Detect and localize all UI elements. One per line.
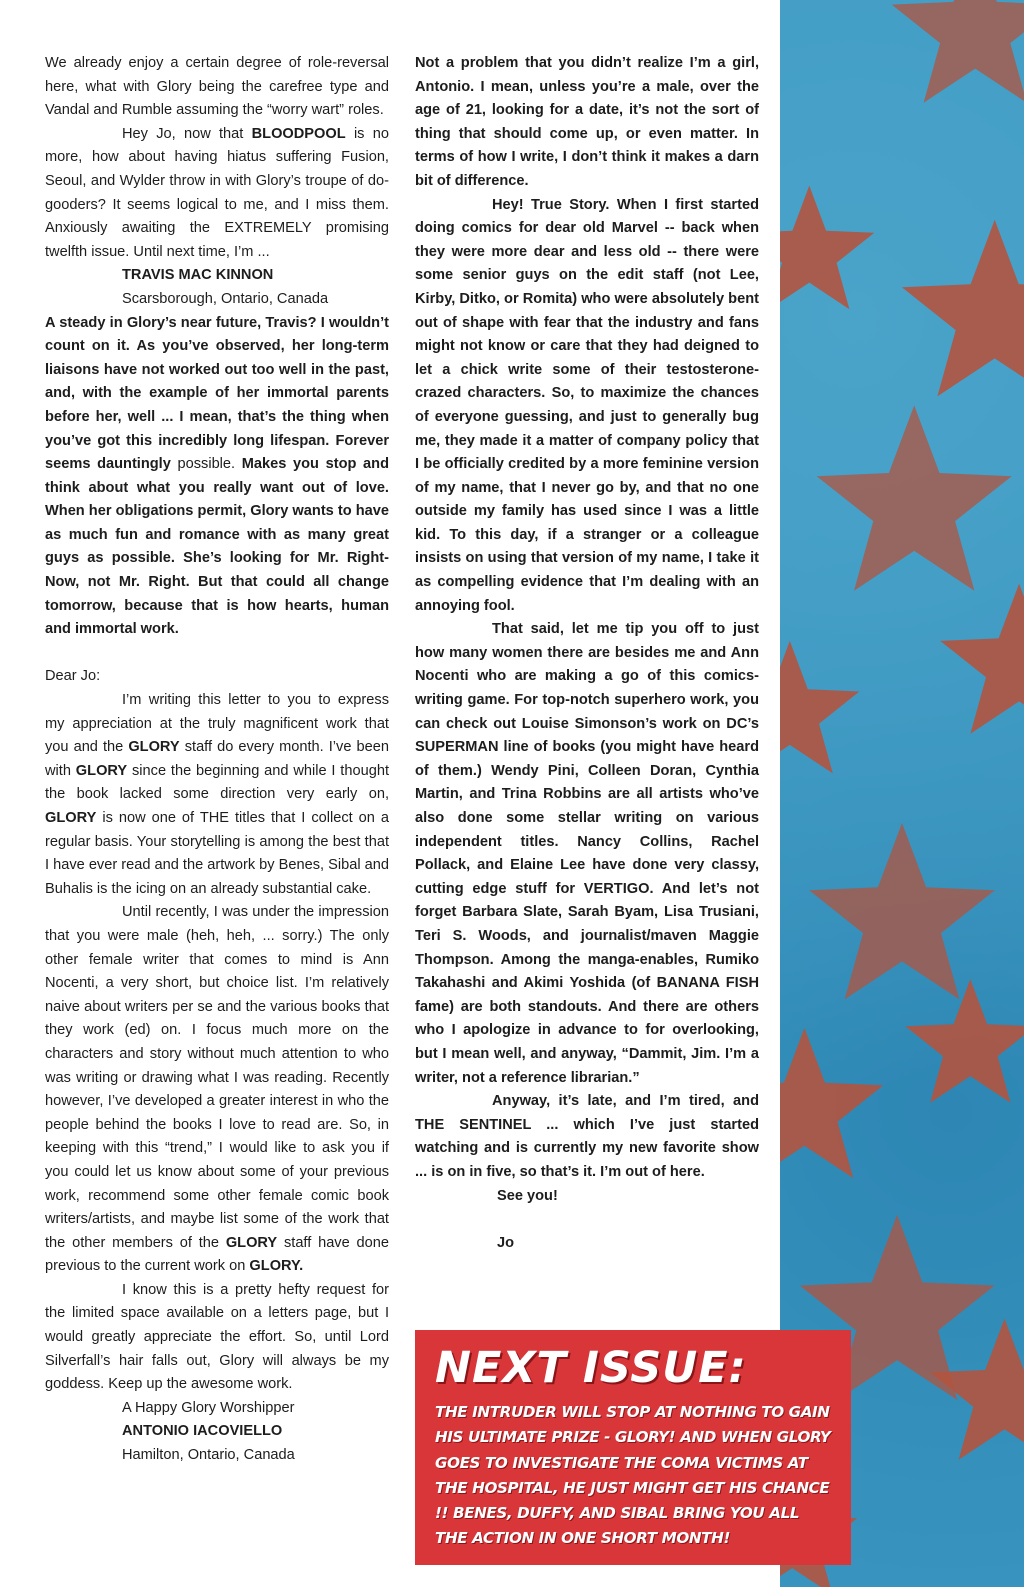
next-issue-box bbox=[415, 1330, 851, 1565]
title-emphasis: GLORY bbox=[128, 739, 180, 756]
letter-author-name: TRAVIS MAC KINNON bbox=[122, 267, 274, 284]
editor-closing: See you! bbox=[497, 1187, 558, 1204]
text-run: I’m writing this letter to you to express my appreciation at the truly magnificent work that you and the bbox=[45, 692, 389, 756]
editor-closing: Jo bbox=[497, 1234, 515, 1251]
letter-signature: A Happy Glory Worshipper bbox=[122, 1399, 295, 1416]
star-shape bbox=[892, 0, 1024, 103]
star-shape bbox=[902, 220, 1024, 397]
letter-paragraph bbox=[45, 901, 389, 1279]
letter-author-name: ANTONIO IACOVIELLO bbox=[122, 1423, 283, 1440]
letter-paragraph: Not a problem that you didn’t realize I’m a girl, Antonio. I mean, unless you’re a male, over the age of 21, looking for a date, it’s not the sort of thing that should come up, or even matter. In terms of how I write, I don’t think it makes a darn bit of difference. bbox=[415, 55, 759, 189]
letter-paragraph: That said, let me tip you off to just how many women there are besides me and Ann Nocenti who are making a go of this comics-writing game. For top-notch superhero work, you can check out Louise Simonson’s work on DC’s SUPERMAN line of books (you might have heard of them.) Wendy Pini, Colleen Doran, Cynthia Martin, and Trina Robbins are all artists who’ve also done some stellar writing on various independent titles. Nancy Collins, Rachel Pollack, and Elaine Lee have done very classy, cutting edge stuff for VERTIGO. And let’s not forget Barbara Slate, Sarah Byam, Lisa Trusiani, Teri S. Woods, and journalist/maven Maggie Thompson. Among the manga-enables, Rumiko Takahashi and Akimi Yoshida (of BANANA FISH fame) are both standouts. And there are others who I apologize in advance to for overlooking, but I mean well, and anyway, “Dammit, Jim. I’m a writer, not a reference librarian.” bbox=[415, 621, 759, 1086]
star-shape bbox=[905, 979, 1024, 1103]
star-shape bbox=[780, 1028, 883, 1178]
star-shape bbox=[940, 584, 1024, 734]
letter-paragraph bbox=[45, 123, 389, 265]
letter-paragraph bbox=[45, 689, 389, 901]
letters-column-left bbox=[45, 52, 389, 1468]
star-shape bbox=[809, 823, 995, 1000]
text-run: I know this is a pretty hefty request for the limited space available on a letters page, but I would greatly appreciate the effort. So, until Lord Silverfall’s hair falls out, Glory will always be my goddess. Keep up the awesome work. bbox=[45, 1281, 389, 1393]
letter-paragraph: We already enjoy a certain degree of role-reversal here, what with Glory being the carefree type and Vandal and Rumble assuming the “worry wart” roles. bbox=[45, 55, 389, 119]
letter-paragraph bbox=[45, 1279, 389, 1397]
text-run: A steady in Glory’s near future, Travis? I wouldn’t count on it. As you’ve observed, her long-term liaisons have not worked out too well in the past, and, with the example of her immortal parents before her, well ... I mean, that’s the thing when you’ve got this incredibly long lifespan. Forever seems dauntingly bbox=[45, 314, 389, 473]
text-run: Hey Jo, now that bbox=[122, 125, 252, 142]
title-emphasis: GLORY bbox=[45, 810, 97, 826]
text-run: staff have done previous to the current work on bbox=[45, 1234, 389, 1275]
letter-salutation: Dear Jo: bbox=[45, 668, 101, 685]
title-emphasis: GLORY bbox=[75, 762, 128, 779]
editor-reply bbox=[45, 312, 389, 642]
letters-column-right bbox=[415, 52, 759, 1255]
title-emphasis: GLORY bbox=[225, 1234, 278, 1251]
star-shape bbox=[780, 641, 859, 774]
letter-signature: Hamilton, Ontario, Canada bbox=[122, 1447, 295, 1464]
spacer bbox=[415, 1208, 759, 1232]
text-run: since the beginning and while I thought the book lacked some direction very early on, bbox=[45, 762, 389, 803]
next-issue-title: NEXT ISSUE: bbox=[435, 1343, 747, 1393]
text-run: staff do every month. I’ve been with bbox=[45, 739, 389, 779]
letter-paragraph: Anyway, it’s late, and I’m tired, and THE SENTINEL ... which I’ve just started watching and is currently my new favorite show ... is on in five, so that’s it. I’m out of here. bbox=[415, 1093, 759, 1180]
text-run: is no more, how about having hiatus suffering Fusion, Seoul, and Wylder throw in with Glory’s troupe of do-gooders? It seems logical to me, and I miss them. Anxiously awaiting the EXTREMELY promising twelfth issue. Until next time, I’m ... bbox=[45, 125, 389, 260]
next-issue-text: THE INTRUDER WILL STOP AT NOTHING TO GAIN HIS ULTIMATE PRIZE - GLORY! AND WHEN GLORY GOES TO INVESTIGATE THE COMA VICTIMS AT THE HOSPITAL, HE JUST MIGHT GET HIS CHANCE !! BENES, DUFFY, AND SIBAL BRING YOU ALL THE ACTION IN ONE SHORT MONTH! bbox=[435, 1403, 831, 1548]
title-emphasis: BLOODPOOL bbox=[251, 125, 346, 142]
letter-paragraph: Hey! True Story. When I first started doing comics for dear old Marvel -- back when they were more dear and less old -- there were some senior guys on the edit staff (not Lee, Kirby, Ditko, or Romita) who were absolutely bent out of shape with fear that the industry and fans might not know or care that they had deigned to let a chick write some of their testosterone-crazed characters. So, to maximize the chances of everyone guessing, and just to generally bug me, they made it a matter of company policy that I be officially credited by a more feminine version of my name, that I never go by, and that no one outside my family has used since I was a little kid. To this day, if a stranger or a colleague insists on using that version of my name, I take it as compelling evidence that I’m dealing with an annoying fool. bbox=[415, 196, 759, 614]
title-emphasis: GLORY. bbox=[249, 1258, 304, 1275]
text-run: Until recently, I was under the impression that you were male (heh, heh, ... sorry.) The only other female writer that comes to mind is Ann Nocenti, a very short, but choice list. I’m relatively naive about writers per se and the various books that they work (ed) on. I focus much more on the characters and story without much attention to who was writing or drawing what I was reading. Recently however, I’ve developed a greater interest in who the people behind the books I love to read are. So, in keeping with this “trend,” I would like to ask you if you could let us know about some of your previous work, recommend some other female comic book writers/artists, and maybe list some of the work that the other members of the bbox=[45, 904, 389, 1251]
text-run: Makes you stop and think about what you really want out of love. When her obligations permit, Glory wants to have as much fun and romance with as many great guys as possible. She’s looking for Mr. Right-Now, not Mr. Right. But that could all change tomorrow, because that is how hearts, human and immortal work. bbox=[45, 456, 389, 638]
star-shape bbox=[817, 405, 1012, 590]
text-run: possible. bbox=[177, 456, 236, 473]
text-run: is now one of THE titles that I collect on a regular basis. Your storytelling is among the best that I have ever read and the artwork by Benes, Sibal and Buhalis is the icing on an already substantial cake. bbox=[45, 810, 389, 897]
letter-signature: Scarsborough, Ontario, Canada bbox=[122, 290, 329, 307]
star-shape bbox=[780, 186, 874, 310]
